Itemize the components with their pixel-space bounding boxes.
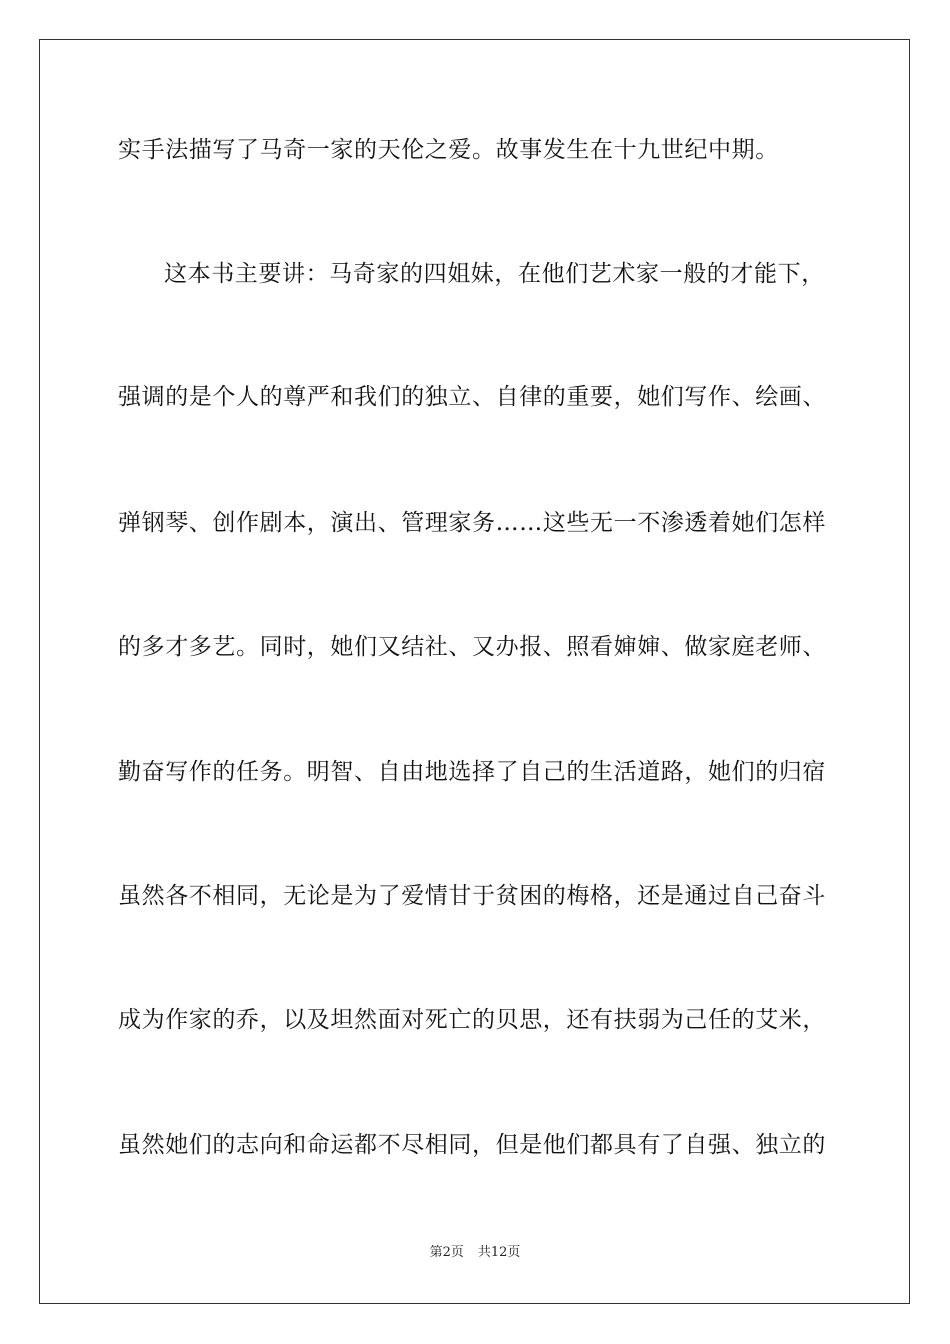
page-number: 第2页 bbox=[429, 1245, 464, 1260]
page-border bbox=[39, 39, 910, 1304]
text-line-1: 实手法描写了马奇一家的天伦之爱。故事发生在十九世纪中期。 bbox=[118, 137, 779, 163]
page-total: 共12页 bbox=[477, 1245, 521, 1260]
text-line-3: 强调的是个人的尊严和我们的独立、自律的重要，她们写作、绘画、 bbox=[118, 384, 826, 410]
text-line-4: 弹钢琴、创作剧本，演出、管理家务……这些无一不渗透着她们怎样 bbox=[118, 510, 826, 536]
text-line-8: 成为作家的乔，以及坦然面对死亡的贝思，还有扶弱为己任的艾米， bbox=[118, 1007, 826, 1033]
text-line-9: 虽然她们的志向和命运都不尽相同，但是他们都具有了自强、独立的 bbox=[118, 1132, 826, 1158]
text-line-6: 勤奋写作的任务。明智、自由地选择了自己的生活道路，她们的归宿 bbox=[118, 759, 826, 785]
text-line-7: 虽然各不相同，无论是为了爱情甘于贫困的梅格，还是通过自己奋斗 bbox=[118, 883, 826, 909]
text-line-5: 的多才多艺。同时，她们又结社、又办报、照看婶婶、做家庭老师、 bbox=[118, 634, 826, 660]
page-footer bbox=[0, 1245, 950, 1261]
text-line-2-paragraph-start: 这本书主要讲：马奇家的四姐妹，在他们艺术家一般的才能下， bbox=[164, 261, 825, 287]
